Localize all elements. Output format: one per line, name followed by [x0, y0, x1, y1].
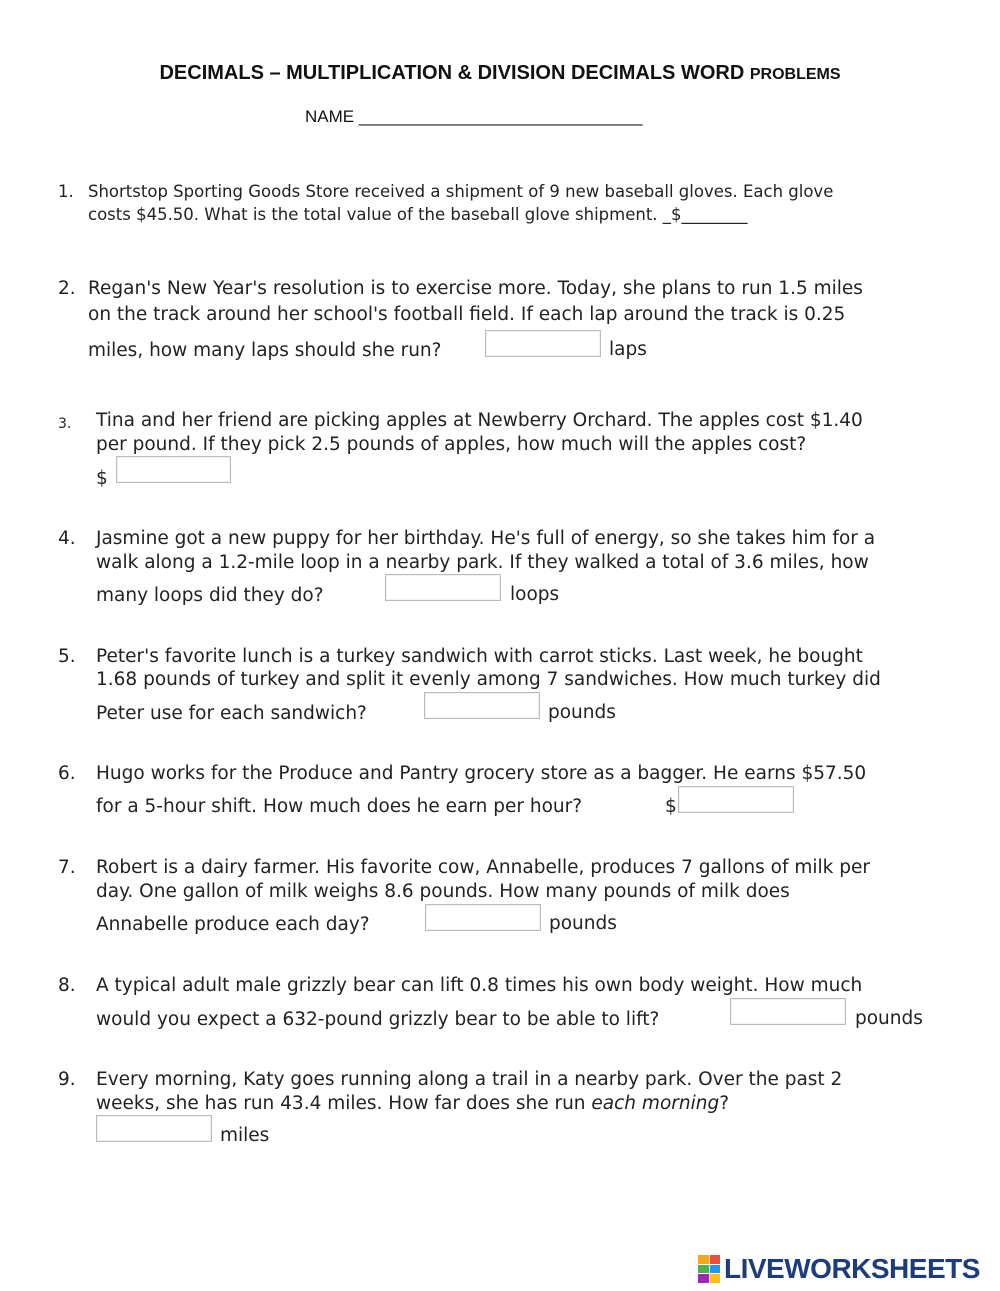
- question-number: 8.: [58, 975, 76, 996]
- answer-input-3[interactable]: [116, 456, 231, 483]
- answer-unit: pounds: [549, 913, 617, 934]
- question-text: Shortstop Sporting Goods Store received a shipment of 9 new baseball gloves. Each glove: [88, 182, 834, 201]
- answer-prefix: $: [96, 468, 108, 489]
- question-text: A typical adult male grizzly bear can lift 0.8 times his own body weight. How much: [96, 975, 863, 996]
- question-text: Peter's favorite lunch is a turkey sandwich with carrot sticks. Last week, he bought: [96, 646, 863, 667]
- answer-unit: loops: [510, 584, 560, 605]
- question-text: day. One gallon of milk weighs 8.6 pounds. How many pounds of milk does: [96, 881, 790, 902]
- question-text: Every morning, Katy goes running along a trail in a nearby park. Over the past 2: [96, 1069, 843, 1090]
- question-text: Hugo works for the Produce and Pantry grocery store as a bagger. He earns $57.50: [96, 763, 867, 784]
- answer-input-2[interactable]: [485, 330, 601, 357]
- answer-input-7[interactable]: [425, 904, 541, 931]
- question-number: 6.: [58, 763, 76, 784]
- answer-input-4[interactable]: [385, 574, 501, 601]
- question-number: 2.: [58, 278, 76, 299]
- question-text: Robert is a dairy farmer. His favorite cow, Annabelle, produces 7 gallons of milk per: [96, 857, 870, 878]
- question-text: Regan's New Year's resolution is to exercise more. Today, she plans to run 1.5 miles: [88, 278, 863, 299]
- question-number: 4.: [58, 528, 76, 549]
- question-number: 9.: [58, 1069, 76, 1090]
- question-text: per pound. If they pick 2.5 pounds of apples, how much will the apples cost?: [96, 434, 807, 455]
- question-number: 7.: [58, 857, 76, 878]
- question-text-part: weeks, she has run 43.4 miles. How far does she run: [96, 1093, 592, 1114]
- answer-prefix: $: [665, 796, 677, 817]
- title-tail: PROBLEMS: [749, 66, 841, 83]
- question-text-emphasis: each morning: [591, 1093, 720, 1114]
- question-text: on the track around her school's football field. If each lap around the track is 0.25: [88, 304, 846, 325]
- question-text-part: ?: [719, 1093, 730, 1114]
- question-text: 1.68 pounds of turkey and split it evenly among 7 sandwiches. How much turkey did: [96, 669, 881, 690]
- question-text: Peter use for each sandwich?: [96, 703, 367, 724]
- title-main: DECIMALS – MULTIPLICATION & DIVISION DECIMALS WORD: [159, 62, 745, 84]
- question-text: costs $45.50. What is the total value of the baseball glove shipment. _$________: [88, 205, 748, 224]
- question-text: miles, how many laps should she run?: [88, 340, 442, 361]
- question-number: 3.: [58, 416, 72, 432]
- name-field: NAME ______________________________: [305, 107, 643, 126]
- logo-icon: [698, 1255, 720, 1283]
- question-text: Jasmine got a new puppy for her birthday. He's full of energy, so she takes him for a: [96, 528, 876, 549]
- question-text: Tina and her friend are picking apples at Newberry Orchard. The apples cost $1.40: [96, 410, 863, 431]
- answer-unit: pounds: [855, 1008, 923, 1029]
- question-text: [96, 1092, 729, 1116]
- answer-input-6[interactable]: [678, 786, 794, 813]
- worksheet-title: [0, 62, 1000, 85]
- question-text: for a 5-hour shift. How much does he earn per hour?: [96, 796, 583, 817]
- answer-unit: pounds: [548, 702, 616, 723]
- question-number: 1.: [58, 182, 74, 201]
- liveworksheets-logo: [698, 1254, 980, 1284]
- question-number: 5.: [58, 646, 76, 667]
- question-text: walk along a 1.2-mile loop in a nearby park. If they walked a total of 3.6 miles, how: [96, 552, 869, 573]
- question-text: would you expect a 632-pound grizzly bear to be able to lift?: [96, 1009, 660, 1030]
- answer-unit: laps: [609, 339, 647, 360]
- logo-text: LIVEWORKSHEETS: [724, 1253, 980, 1284]
- question-text: many loops did they do?: [96, 585, 324, 606]
- answer-input-8[interactable]: [730, 998, 846, 1025]
- question-text: Annabelle produce each day?: [96, 914, 370, 935]
- answer-input-5[interactable]: [424, 692, 540, 719]
- answer-unit: miles: [220, 1125, 270, 1146]
- answer-input-9[interactable]: [96, 1115, 212, 1142]
